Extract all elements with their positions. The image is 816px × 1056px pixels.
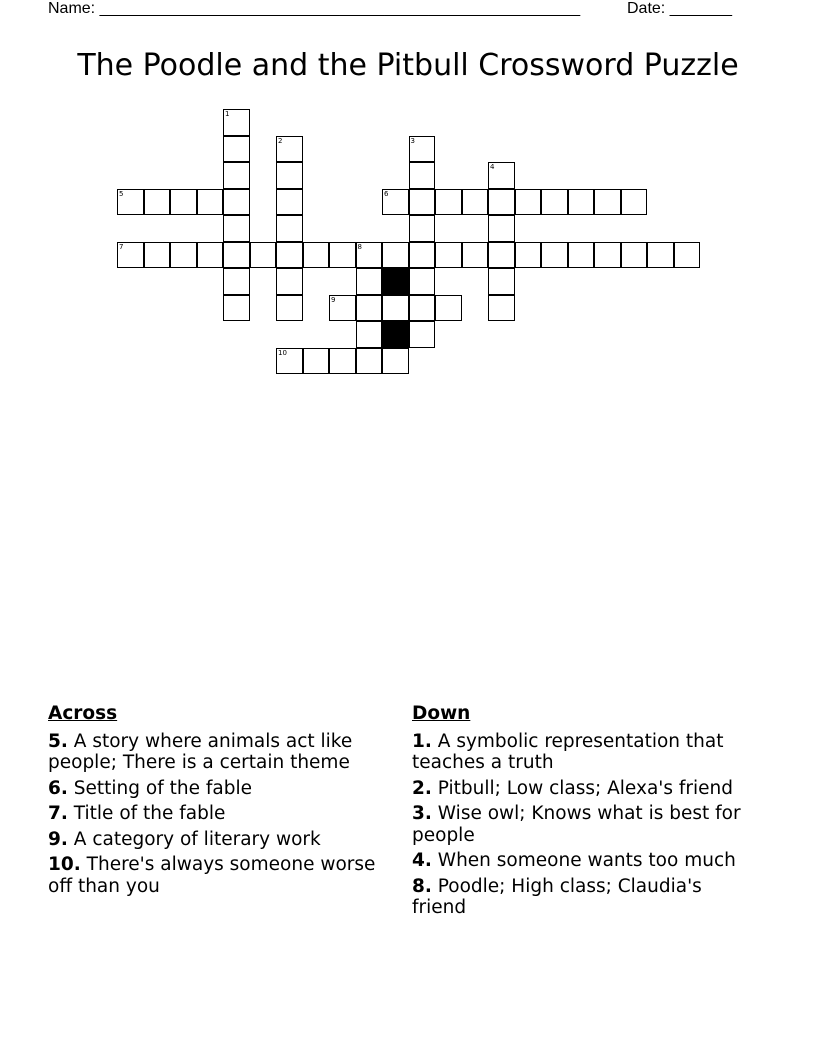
- down-clue-list: [412, 731, 752, 919]
- clue-number: 3.: [412, 803, 432, 824]
- grid-cell[interactable]: [594, 242, 621, 269]
- grid-cell[interactable]: [329, 348, 356, 375]
- grid-cell[interactable]: [409, 295, 436, 322]
- clue-text: Setting of the fable: [67, 777, 252, 799]
- grid-cell[interactable]: [144, 189, 171, 216]
- across-heading: Across: [48, 703, 118, 724]
- grid-cell[interactable]: [117, 189, 144, 216]
- grid-cell[interactable]: [329, 295, 356, 322]
- page-title: The Poodle and the Pitbull Crossword Puzzle: [77, 48, 739, 83]
- grid-cell[interactable]: [276, 242, 303, 269]
- grid-cell[interactable]: [488, 189, 515, 216]
- grid-cell[interactable]: [435, 189, 462, 216]
- grid-cell[interactable]: [409, 321, 436, 348]
- grid-cell[interactable]: [329, 242, 356, 269]
- grid-cell[interactable]: [594, 189, 621, 216]
- grid-cell[interactable]: [303, 348, 330, 375]
- grid-cell[interactable]: [382, 348, 409, 375]
- cell-number: 3: [410, 136, 415, 145]
- grid-cell[interactable]: [488, 268, 515, 295]
- across-clue-list: [48, 731, 403, 898]
- grid-block: [382, 321, 409, 348]
- grid-cell[interactable]: [647, 242, 674, 269]
- cell-number: 5: [119, 189, 124, 198]
- grid-cell[interactable]: [276, 295, 303, 322]
- grid-cell[interactable]: [382, 295, 409, 322]
- clue-number: 9.: [48, 828, 68, 850]
- clue-number: 4.: [412, 850, 432, 871]
- grid-cell[interactable]: [356, 295, 383, 322]
- grid-cell[interactable]: [170, 242, 197, 269]
- grid-cell[interactable]: [303, 242, 330, 269]
- grid-cell[interactable]: [541, 189, 568, 216]
- date-field-label: Date: _______: [627, 0, 732, 17]
- grid-cell[interactable]: [276, 136, 303, 163]
- grid-cell[interactable]: [409, 136, 436, 163]
- name-field-label: Name: ______________________________________________________: [48, 0, 581, 17]
- across-clues: [48, 703, 403, 901]
- grid-cell[interactable]: [144, 242, 171, 269]
- clue-number: 7.: [48, 803, 68, 824]
- grid-cell[interactable]: [462, 189, 489, 216]
- clue-item: [412, 778, 752, 800]
- grid-cell[interactable]: [223, 189, 250, 216]
- clue-number: 5.: [48, 730, 68, 752]
- grid-cell[interactable]: [250, 242, 277, 269]
- clue-text: A category of literary work: [67, 828, 321, 850]
- clue-number: 1.: [412, 730, 432, 752]
- grid-cell[interactable]: [568, 189, 595, 216]
- grid-cell[interactable]: [409, 162, 436, 189]
- grid-cell[interactable]: [117, 242, 144, 269]
- grid-cell[interactable]: [356, 348, 383, 375]
- down-heading: Down: [412, 703, 471, 724]
- grid-cell[interactable]: [435, 295, 462, 322]
- grid-cell[interactable]: [223, 162, 250, 189]
- grid-cell[interactable]: [409, 189, 436, 216]
- clue-text: Title of the fable: [67, 803, 226, 824]
- grid-cell[interactable]: [621, 189, 648, 216]
- clue-text: Poodle; High class; Claudia's friend: [412, 875, 702, 918]
- grid-cell[interactable]: [223, 242, 250, 269]
- grid-cell[interactable]: [197, 189, 224, 216]
- clue-item: [48, 803, 403, 825]
- grid-cell[interactable]: [409, 268, 436, 295]
- clue-number: 6.: [48, 777, 68, 799]
- grid-cell[interactable]: [409, 215, 436, 242]
- grid-cell[interactable]: [170, 189, 197, 216]
- grid-cell[interactable]: [488, 242, 515, 269]
- cell-number: 4: [490, 163, 495, 171]
- grid-cell[interactable]: [223, 215, 250, 242]
- grid-cell[interactable]: [223, 136, 250, 163]
- clue-text: There's always someone worse off than you: [48, 854, 376, 897]
- grid-cell[interactable]: [382, 189, 409, 216]
- clue-item: [412, 876, 752, 919]
- clue-item: [412, 850, 752, 872]
- grid-cell[interactable]: [621, 242, 648, 269]
- cell-number: 7: [119, 242, 124, 251]
- clue-text: A story where animals act like people; There is a certain theme: [48, 730, 353, 773]
- clue-number: 10.: [48, 854, 81, 875]
- grid-cell[interactable]: [276, 189, 303, 216]
- grid-cell[interactable]: [276, 162, 303, 189]
- cell-number: 10: [278, 348, 287, 357]
- cell-number: 1: [225, 110, 230, 118]
- clue-item: [412, 803, 752, 846]
- grid-cell[interactable]: [276, 348, 303, 375]
- clue-item: [412, 731, 752, 774]
- grid-cell[interactable]: [488, 162, 515, 189]
- grid-cell[interactable]: [382, 242, 409, 269]
- grid-cell[interactable]: [223, 109, 250, 136]
- grid-cell[interactable]: [197, 242, 224, 269]
- cell-number: 2: [278, 136, 283, 145]
- grid-cell[interactable]: [356, 321, 383, 348]
- clue-item: [48, 829, 403, 851]
- clue-text: Pitbull; Low class; Alexa's friend: [431, 777, 733, 799]
- grid-block: [382, 268, 409, 295]
- grid-cell[interactable]: [462, 242, 489, 269]
- cell-number: 8: [357, 242, 362, 251]
- cell-number: 6: [384, 189, 389, 198]
- clue-item: [48, 731, 403, 774]
- grid-cell[interactable]: [223, 268, 250, 295]
- grid-cell[interactable]: [515, 189, 542, 216]
- clue-item: [48, 778, 403, 800]
- clue-text: When someone wants too much: [431, 850, 736, 871]
- cell-number: 9: [331, 295, 336, 304]
- grid-cell[interactable]: [488, 295, 515, 322]
- crossword-grid: [0, 0, 816, 400]
- grid-cell[interactable]: [223, 295, 250, 322]
- grid-cell[interactable]: [276, 215, 303, 242]
- grid-cell[interactable]: [409, 242, 436, 269]
- down-clues: [412, 703, 752, 923]
- clue-number: 2.: [412, 777, 432, 799]
- grid-cell[interactable]: [276, 268, 303, 295]
- grid-cell[interactable]: [674, 242, 701, 269]
- clue-item: [48, 854, 403, 897]
- grid-cell[interactable]: [435, 242, 462, 269]
- grid-cell[interactable]: [515, 242, 542, 269]
- grid-cell[interactable]: [488, 215, 515, 242]
- grid-cell[interactable]: [568, 242, 595, 269]
- clue-text: A symbolic representation that teaches a truth: [412, 730, 724, 773]
- grid-cell[interactable]: [541, 242, 568, 269]
- clue-number: 8.: [412, 875, 432, 897]
- grid-cell[interactable]: [356, 268, 383, 295]
- grid-cell[interactable]: [356, 242, 383, 269]
- clue-text: Wise owl; Knows what is best for people: [412, 803, 741, 846]
